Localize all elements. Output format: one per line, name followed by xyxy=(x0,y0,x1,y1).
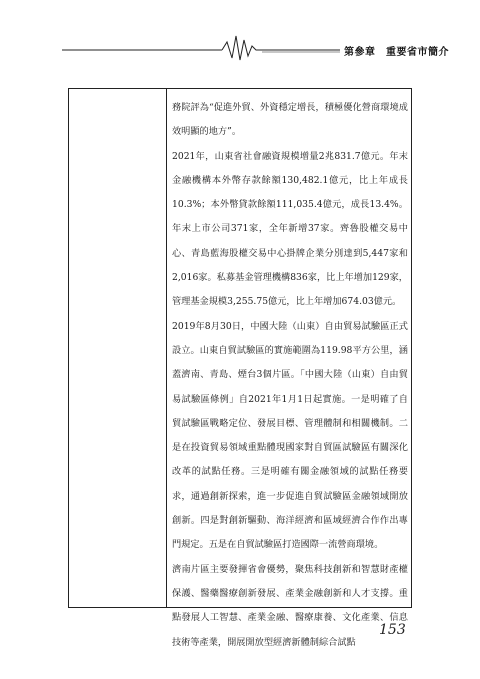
page-number: 153 xyxy=(379,622,406,638)
paragraph: 2019年8月30日，中國大陸（山東）自由貿易試驗區正式設立。山東自貿試驗區的實施範圍為119.98平方公里，涵蓋濟南、青島、煙台3個片區。「中國大陸（山東）自由貿易試驗區條例」自2021年1月1日起實施。一是明確了自貿試驗區戰略定位、發展目標、管理體制和相關機制。二是在投資貿易領域重點體現國家對自貿區試驗區有關深化改革的試點任務。三是明確有關金融領域的試點任務要求，通過創新探索，進一步促進自貿試驗區金融領域開放創新。四是對創新驅動、海洋經濟和區域經濟合作作出專門規定。五是在自貿試驗區打造國際一流營商環境。 xyxy=(172,320,408,551)
chapter-title: 第參章 重要省市簡介 xyxy=(344,47,449,58)
table-content-cell xyxy=(172,96,408,655)
paragraph: 2021年，山東省社會融資規模增量2兆831.7億元。年末金融機構本外幣存款餘額130,482.1億元，比上年成長10.3%；本外幣貸款餘額111,035.4億元，成長13.4%。年末上市公司371家，全年新增37家。齊魯股權交易中心、青島藍海股權交易中心掛牌企業分別達到5,447家和2,016家。私募基金管理機構836家，比上年增加129家，管理基金規模3,255.75億元，比上年增加674.03億元。 xyxy=(172,150,408,308)
page-header xyxy=(0,0,480,80)
paragraph: 濟南片區主要發揮省會優勢，聚焦科技創新和智慧財產權保護、醫藥醫療創新發展、產業金融創新和人才支撐。重點發展人工智慧、產業金融、醫療康養、文化產業、信息技術等產業，開展開放型經濟新體制綜合試點 xyxy=(172,563,408,648)
heartbeat-line-ornament xyxy=(0,0,480,80)
table-column-divider xyxy=(166,88,167,608)
paragraph: 務院評為“促進外貿、外資穩定增長，積極優化營商環境成效明顯的地方”。 xyxy=(172,102,408,138)
